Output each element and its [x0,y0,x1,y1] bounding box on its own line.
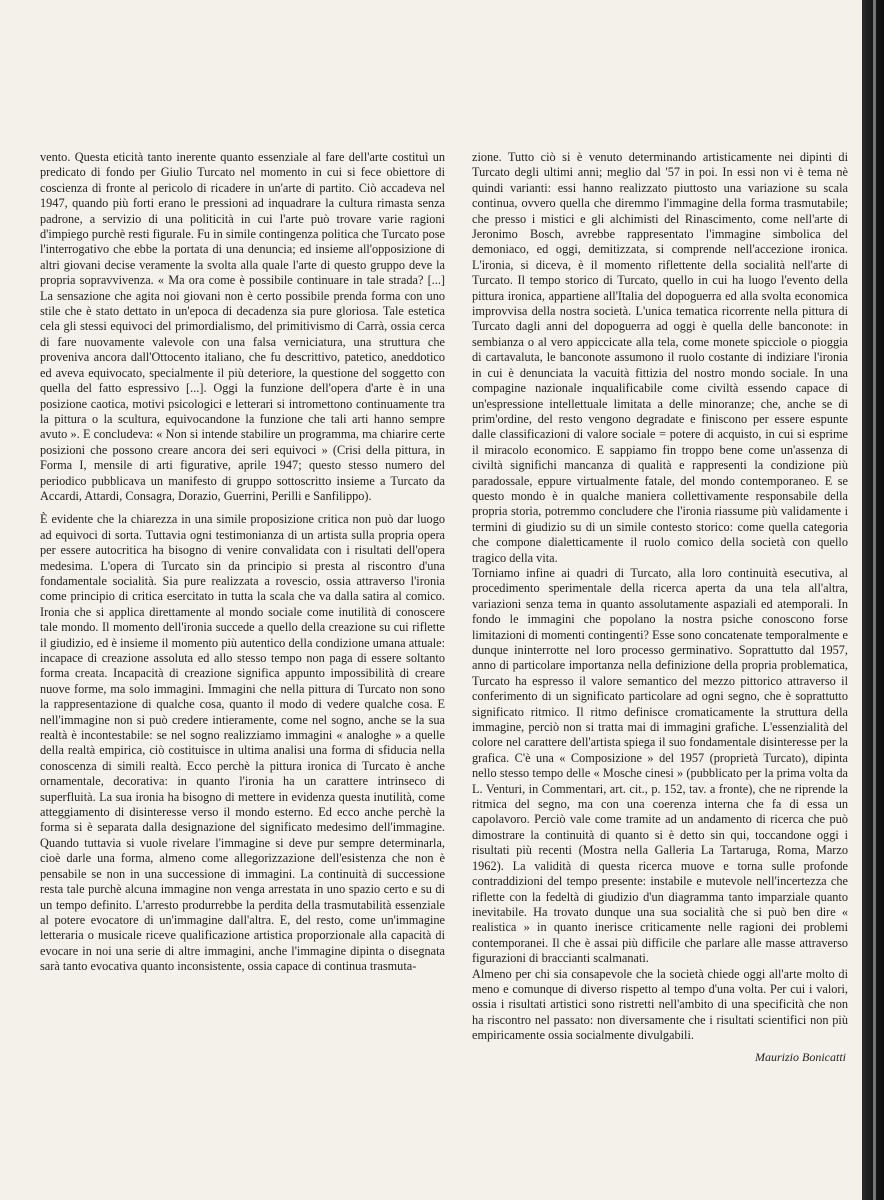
page-edge-shadow [862,0,884,1200]
paragraph: Almeno per chi sia consapevole che la società chiede oggi all'arte molto di meno e comunque di diverso rispetto al tempo d'una volta. Per cui i valori, ossia i risultati artistici sono ristretti nell'ambito di una specificità che non ha riscontro nel passato: non diversamente che i risultati scientifici non più empiricamente ossia socialmente divulgabili. [472,966,848,1043]
text-column-right [472,150,848,1044]
paragraph: zione. Tutto ciò si è venuto determinando artisticamente nei dipinti di Turcato degli ultimi anni; meglio dal '57 in poi. In essi non vi è tema nè quindi varianti: essi hanno realizzato piuttosto una variazione su scala continua, ovvero quella che diremmo l'immagine della forma trasmutabile; che presso i mistici e gli alchimisti del Rinascimento, come nell'arte di Jeronimo Bosch, avrebbe rappresentato l'immagine simbolica del demoniaco, ed oggi, demitizzata, si comprende nell'accezione ironica. L'ironia, si diceva, è il momento riflettente della socialità nell'arte di Turcato. Il tempo storico di Turcato, quello in cui ha luogo l'evento della pittura ironica, appartiene all'Italia del dopoguerra ed alla svolta economica improvvisa della nostra società. L'unica tematica ricorrente nella pittura di Turcato dagli anni del dopoguerra ad oggi è quella delle banconote: in sembianza o al vero appiccicate alla tela, come monete spicciole o pioggia di cartavaluta, le banconote assumono il ruolo costante di indiziare l'ironia in cui è denunciata la vacuità fittizia del nostro mondo sociale. In una compagine nazionale inqualificabile come civiltà essendo capace di un'espressione intellettuale limitata a delle minoranze; che, anche se di prim'ordine, del resto vengono degradate e finiscono per essere espunte dalle classificazioni di valore sociale = potere di acquisto, in cui si esprime il miracolo economico. E sappiamo fin troppo bene come un'assenza di civiltà significhi mancanza di qualità e rappresenti la condizione più paradossale, eppure virtualmente fatale, del mondo contemporaneo. E se questo mondo è in qualche maniera collettivamente responsabile della propria storia, potremmo concludere che l'ironia riassume più validamente i termini di giudizio su di un simile contesto storico: come quella categoria che compone dialetticamente il ruolo comico della società con quello tragico della vita. [472,150,848,565]
paragraph: vento. Questa eticità tanto inerente quanto essenziale al fare dell'arte costituì un predicato di fondo per Giulio Turcato nel momento in cui si fece obiettore di coscienza di fronte al pericolo di ricadere in un'arte di partito. Ciò accadeva nel 1947, quando più forti erano le pressioni ad inquadrare la cultura rimasta senza padrone, a servizio di una politicità in cui l'arte può trovare varie ragioni d'impiego purchè resti figurale. Fu in simile contingenza politica che Turcato pose l'interrogativo che ebbe la portata di una denuncia; ed insieme all'opposizione di altri giovani decise veramente la svolta alla quale l'arte di questo gruppo deve la propria sopravvivenza. « Ma ora come è possibile continuare in tale strada? [...] La sensazione che agita noi giovani non è certo possibile prenda forma con uno stile che è stato dettato in un'epoca di decadenza sia pure gloriosa. Tale estetica cela gli stessi equivoci del primordialismo, del primitivismo di Carrà, ossia cerca di fare nuovamente valevole con una falsa verniciatura, una struttura che proveniva ancora dall'Ottocento italiano, che fu descrittivo, patetico, aneddotico ed aveva equivocato, specialmente il più deteriore, la questione del soggetto con quella del fatto espressivo [...]. Oggi la funzione dell'opera d'arte è in una posizione caotica, motivi psicologici e letterari si intromettono continuamente tra la pittura o la scultura, equivocandone la funzione che tali arti hanno sempre avuto ». E concludeva: « Non si intende stabilire un programma, ma chiarire certe posizioni che possono creare ancora dei seri equivoci » (Crisi della pittura, in Forma I, mensile di arti figurative, aprile 1947; questo stesso numero del periodico pubblicava un manifesto di gruppo sottoscritto insieme a Turcato da Accardi, Attardi, Consagra, Dorazio, Guerrini, Perilli e Sanfilippo). [40,150,445,503]
text-column-left [40,150,445,975]
paragraph: Torniamo infine ai quadri di Turcato, alla loro continuità esecutiva, al procedimento sperimentale della ricerca aperta da una tela all'altra, variazioni senza tema in quanto assolutamente aspaziali ed atemporali. In fondo le immagini che popolano la nostra psiche conoscono forse limitazioni di momenti contingenti? Esse sono concatenate temporalmente e dunque ininterrotte nel loro processo germinativo. Soprattutto dal 1957, anno di particolare importanza nella definizione della propria problematica, Turcato ha espresso il valore semantico del mezzo pittorico attraverso il conferimento di un significato particolare ad ogni segno, che è soprattutto significato ritmico. Il ritmo definisce cromaticamente la struttura della immagine, perciò non si tratta mai di immagini grafiche. L'essenzialità del colore nel carattere dell'artista spiega il suo fondamentale disinteresse per la grafica. C'è una « Composizione » del 1957 (proprietà Turcato), dipinta nello stesso tempo delle « Mosche cinesi » (pubblicato per la prima volta da L. Venturi, in Commentari, art. cit., p. 152, tav. a fronte), che ne riprende la ritmica del segno, ma con una coerenza interna che fa di essa un capolavoro. Perciò vale come tramite ad un andamento di ricerca che può dimostrare la continuità di quanto si è detto sin qui, toccandone oggi i risultati più recenti (Mostra nella Galleria La Tartaruga, Roma, Marzo 1962). La validità di questa ricerca muove e torna sulle profonde contraddizioni del tempo presente: instabile e mutevole nell'incertezza che riflette con la fedeltà di giudizio d'un diagramma tanto imparziale quanto inevitabile. Ha trovato dunque una sua socialità che si può ben dire « realistica » in quanto inerisce criticamente nelle ragioni dei problemi contemporanei. Il che è assai più difficile che parlare alle masse attraverso figurazioni di braccianti scalmanati. [472,565,848,966]
author-signature: Maurizio Bonicatti [755,1050,846,1064]
paragraph: È evidente che la chiarezza in una simile proposizione critica non può dar luogo ad equivoci di sorta. Tuttavia ogni testimonianza di un artista sulla propria opera per essere autocritica ha bisogno di venire convalidata con i risultati dell'opera medesima. L'opera di Turcato sin da principio si presta al riscontro d'una fondamentale socialità. Sia pure realizzata a rovescio, ossia attraverso l'ironia come principio di critica esercitato in tutta la scala che va dalla satira al comico. Ironia che si applica direttamente al mondo sociale come inutilità di conoscere tale mondo. Il momento dell'ironia succede a quello della creazione su cui riflette il giudizio, ed è insieme il momento più autentico della condizione umana attuale: incapace di creazione assoluta ed allo stesso tempo non paga di essere soltanto forma creata. Incapacità di creazione significa appunto impossibilità di creare nuove forme, ma solo immagini. Immagini che nella pittura di Turcato non sono la rappresentazione di qualche cosa, quanto il modo di vedere qualche cosa. E nell'immagine non si può credere intieramente, come nel sogno, anche se la sua realtà è incontestabile: se nel sogno realizziamo immagini « analoghe » a quelle della realtà empirica, ciò costituisce in ultima analisi una forma di sfiducia nella conoscenza di simili realtà. Ecco perchè la pittura ironica di Turcato è anche ornamentale, decorativa: in quanto l'ironia ha un carattere intrinseco di superfluità. La sua ironia ha bisogno di mettere in evidenza questa inutilità, come atteggiamento di disinteresse verso il mondo esterno. Ed ecco anche perchè la forma si è separata dalla designazione del significato medesimo dell'immagine. Quando tuttavia si vuole rivelare l'immagine si deve pur sempre determinarla, cioè darle una forma, almeno come allegorizzazione dell'esistenza che non è pensabile se non in una successione di immagini. La continuità di successione resta tale purchè alcuna immagine non venga arrestata in uno spazio certo e su di un tempo definito. L'arresto produrrebbe la perdita della trasmutabilità essenziale al potere evocatore di un'immagine dall'altra. E, del resto, come un'immagine letteraria o musicale riceve qualificazione artistica proporzionale alla capacità di evocare in noi una serie di altre immagini, anche l'immagine dipinta o disegnata sarà tanto evocativa quanto inconsistente, ossia capace di continua trasmuta- [40,512,445,974]
